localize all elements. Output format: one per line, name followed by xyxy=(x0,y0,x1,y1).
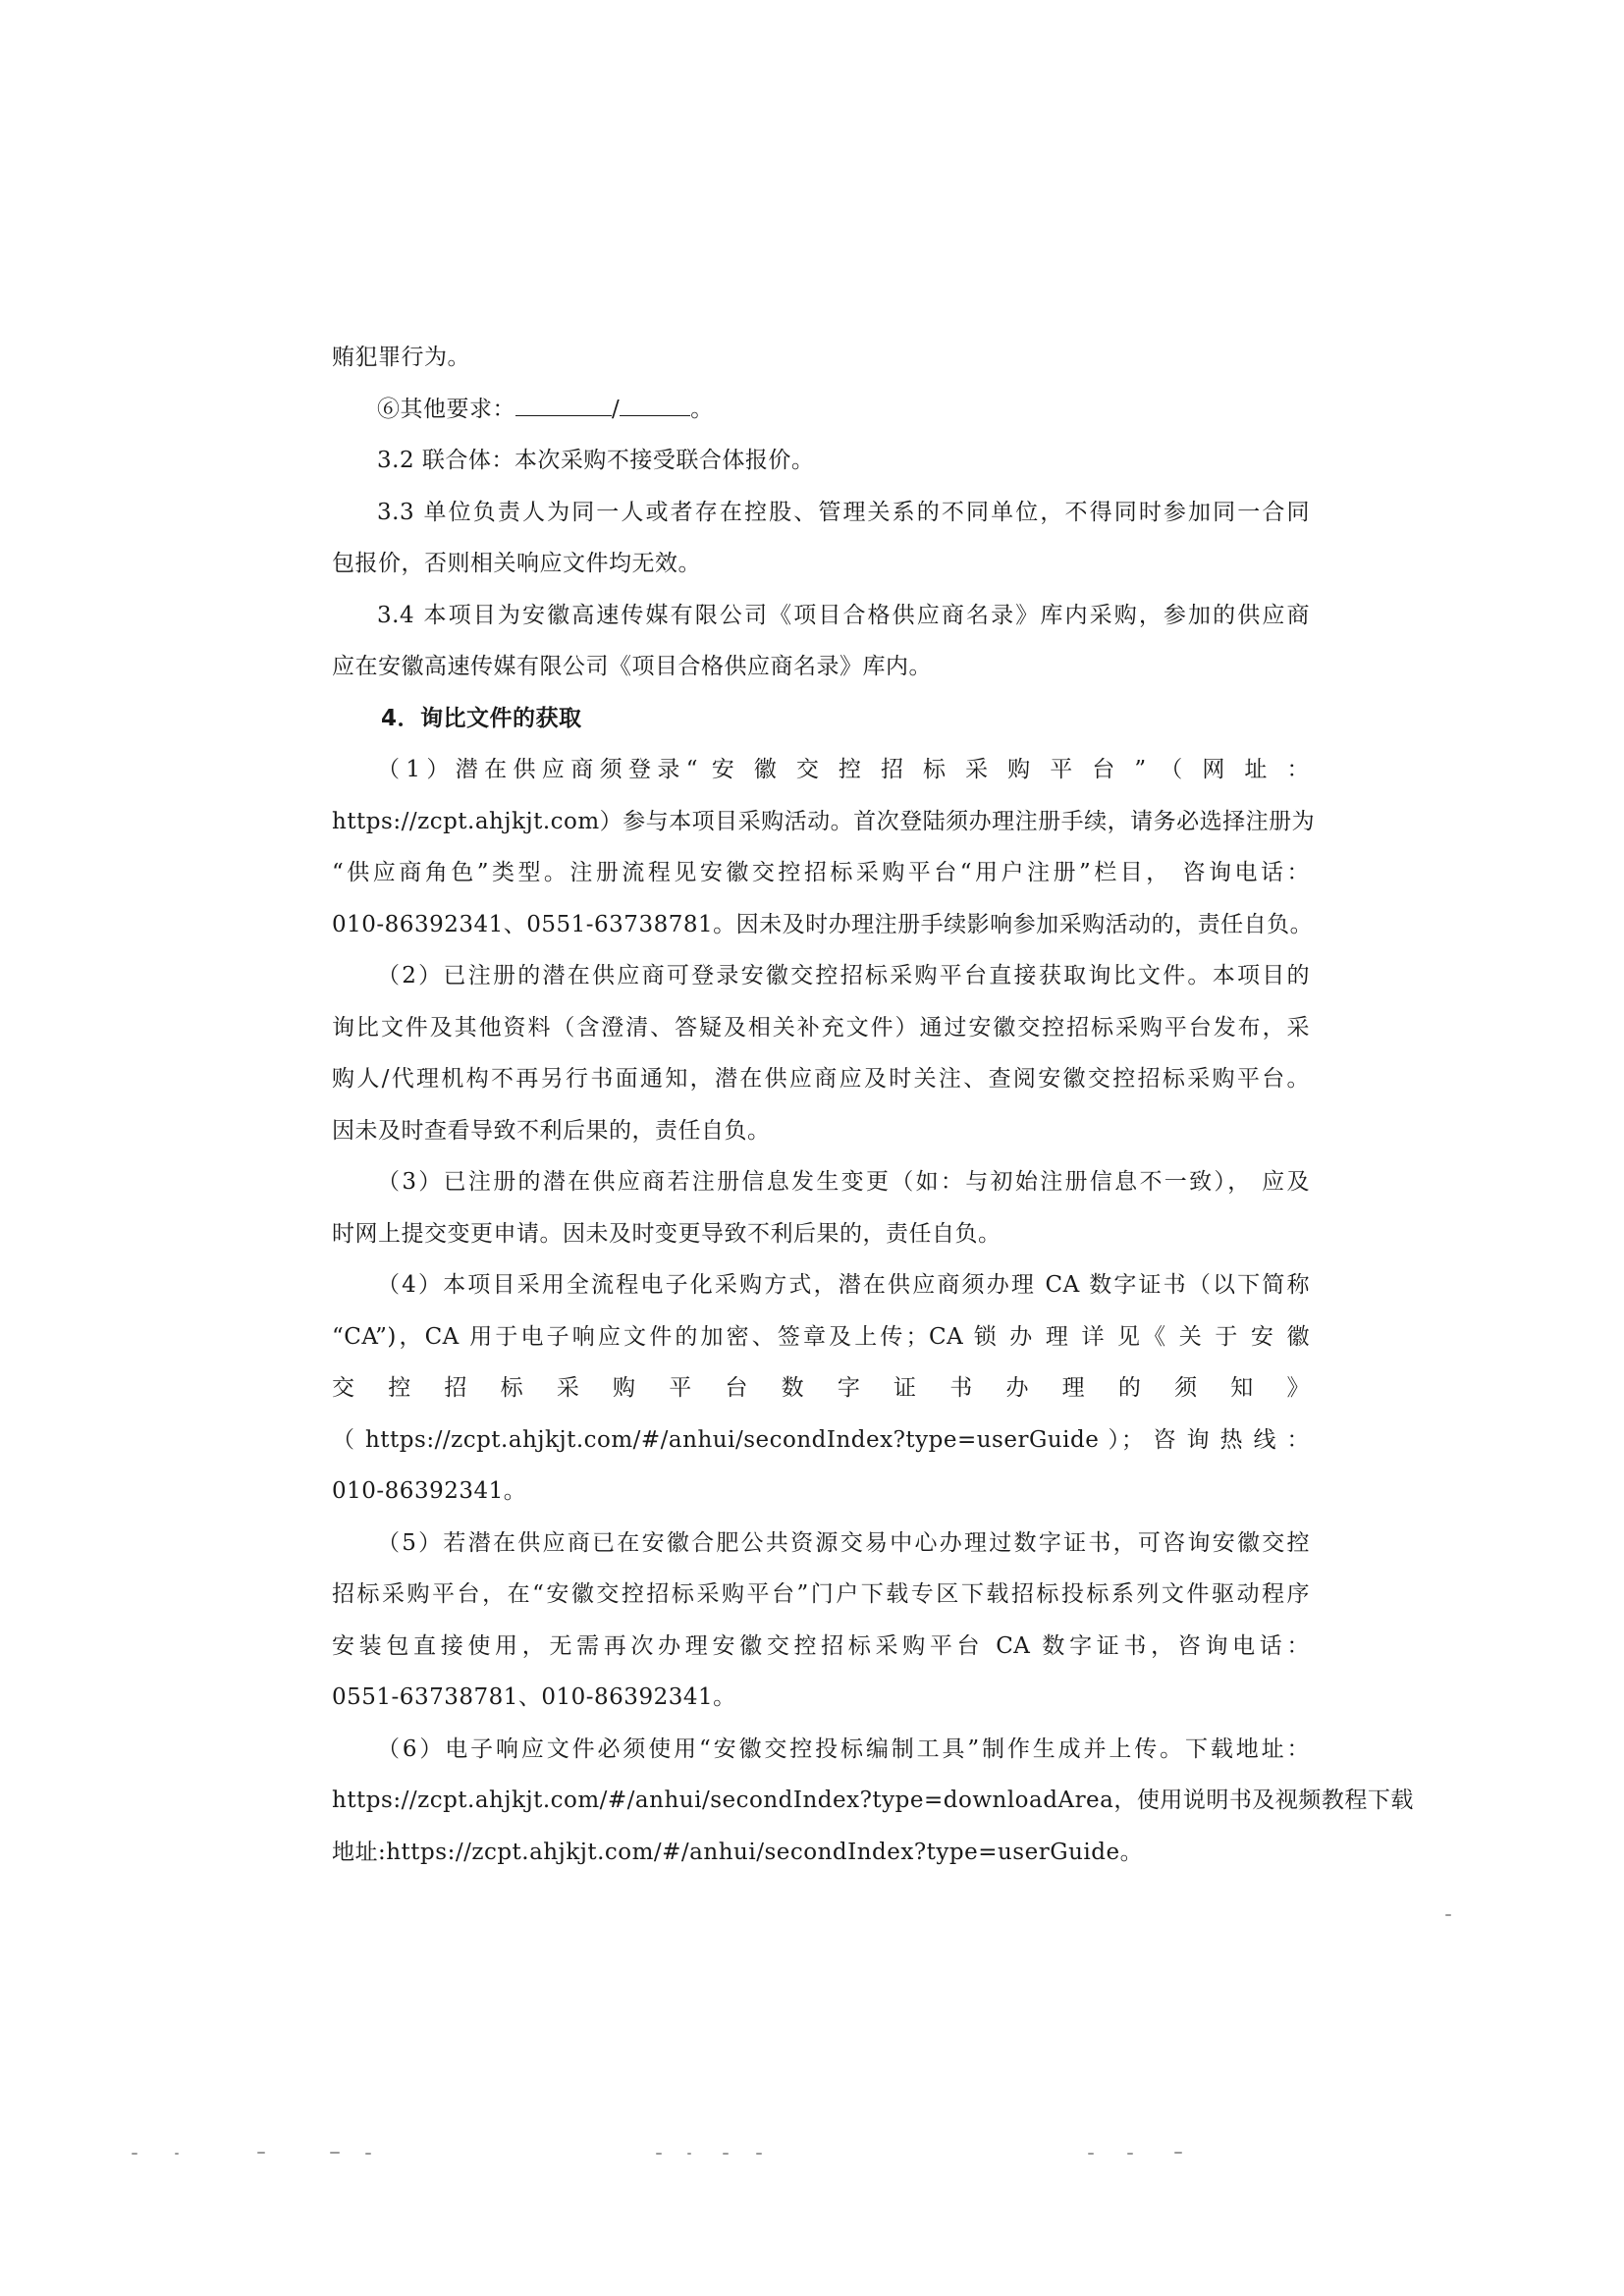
item-1: （1）潜在供应商须登录“ 安 徽 交 控 招 标 采 购 平 台 ” （ 网 址 ： xyxy=(377,757,1310,782)
clause-3-3-cont: 包报价，否则相关响应文件均无效。 xyxy=(332,551,701,576)
item-4-cont: “CA”)，CA 用于电子响应文件的加密、签章及上传；CA 锁 办 理 详 见《 关 于 安 徽 xyxy=(332,1323,1310,1350)
item-4-cont: 交 控 招 标 采 购 平 台 数 字 证 书 办 理 的 须 知 》 xyxy=(332,1375,1310,1401)
item-2-cont: 询比文件及其他资料（含澄清、答疑及相关补充文件）通过安徽交控招标采购平台发布，采 xyxy=(332,1014,1310,1041)
period-mark: 。 xyxy=(690,396,714,422)
scan-speck xyxy=(656,2153,662,2155)
section-heading: 4．询比文件的获取 xyxy=(381,705,582,731)
item-5-cont: 0551-63738781、010-86392341。 xyxy=(332,1684,736,1710)
item-2-cont: 购人/代理机构不再另行书面通知，潜在供应商应及时关注、查阅安徽交控招标采购平台。 xyxy=(332,1066,1310,1092)
scan-speck xyxy=(687,2153,691,2155)
item-3: （3）已注册的潜在供应商若注册信息发生变更（如：与初始注册信息不一致）， 应及 xyxy=(377,1169,1310,1195)
item-6-cont: https://zcpt.ahjkjt.com/#/anhui/secondIndex?type=downloadArea，使用说明书及视频教程下载 xyxy=(332,1788,1414,1813)
scan-speck xyxy=(1088,2153,1094,2155)
scan-speck xyxy=(365,2153,371,2155)
item-5-cont: 招标采购平台，在“安徽交控招标采购平台”门户下载专区下载招标投标系列文件驱动程序 xyxy=(332,1581,1310,1607)
scan-speck xyxy=(1127,2153,1133,2155)
scan-speck xyxy=(132,2153,137,2155)
text-line: 贿犯罪行为。 xyxy=(332,345,470,370)
scan-speck xyxy=(330,2152,340,2154)
blank-underline xyxy=(515,390,612,416)
other-requirements-label: ⑥其他要求： xyxy=(377,396,515,422)
clause-3-3: 3.3 单位负责人为同一人或者存在控股、管理关系的不同单位，不得同时参加同一合同 xyxy=(377,499,1310,525)
item-1-cont: “供应商角色”类型。注册流程见安徽交控招标采购平台“用户注册”栏目， 咨询电话： xyxy=(332,860,1310,885)
item-2-cont: 因未及时查看导致不利后果的，责任自负。 xyxy=(332,1117,771,1144)
item-5: （5）若潜在供应商已在安徽合肥公共资源交易中心办理过数字证书，可咨询安徽交控 xyxy=(377,1529,1310,1556)
item-6: （6）电子响应文件必须使用“安徽交控投标编制工具”制作生成并上传。下载地址： xyxy=(377,1735,1310,1762)
clause-3-2: 3.2 联合体：本次采购不接受联合体报价。 xyxy=(377,448,815,473)
item-4-cont: 010-86392341。 xyxy=(332,1478,527,1504)
scan-speck xyxy=(756,2153,762,2155)
item-4-cont: （ https://zcpt.ahjkjt.com/#/anhui/secondIndex?type=userGuide ）； 咨 询 热 线 ： xyxy=(332,1426,1310,1453)
slash-mark: / xyxy=(612,396,621,422)
other-requirements-line xyxy=(332,384,1310,436)
item-1-cont: 010-86392341、0551-63738781。因未及时办理注册手续影响参加采购活动的，责任自负。 xyxy=(332,911,1314,937)
scan-speck xyxy=(1445,1914,1451,1916)
item-6-cont: 地址:https://zcpt.ahjkjt.com/#/anhui/secondIndex?type=userGuide。 xyxy=(332,1839,1144,1865)
clause-3-4-cont: 应在安徽高速传媒有限公司《项目合格供应商名录》库内。 xyxy=(332,654,932,679)
document-body xyxy=(332,332,1414,1878)
item-2: （2）已注册的潜在供应商可登录安徽交控招标采购平台直接获取询比文件。本项目的 xyxy=(377,963,1310,988)
item-3-cont: 时网上提交变更申请。因未及时变更导致不利后果的，责任自负。 xyxy=(332,1220,1001,1247)
scan-speck xyxy=(175,2153,179,2155)
blank-underline xyxy=(620,390,690,416)
item-4: （4）本项目采用全流程电子化采购方式，潜在供应商须办理 CA 数字证书（以下简称 xyxy=(377,1272,1310,1298)
scan-speck xyxy=(257,2152,265,2154)
item-5-cont: 安装包直接使用，无需再次办理安徽交控招标采购平台 CA 数字证书，咨询电话： xyxy=(332,1632,1310,1659)
clause-3-4: 3.4 本项目为安徽高速传媒有限公司《项目合格供应商名录》库内采购，参加的供应商 xyxy=(377,602,1310,628)
scan-speck xyxy=(723,2153,729,2155)
scan-speck xyxy=(1174,2152,1182,2154)
item-1-cont: https://zcpt.ahjkjt.com）参与本项目采购活动。首次登陆须办理注册手续，请务必选择注册为 xyxy=(332,808,1316,834)
